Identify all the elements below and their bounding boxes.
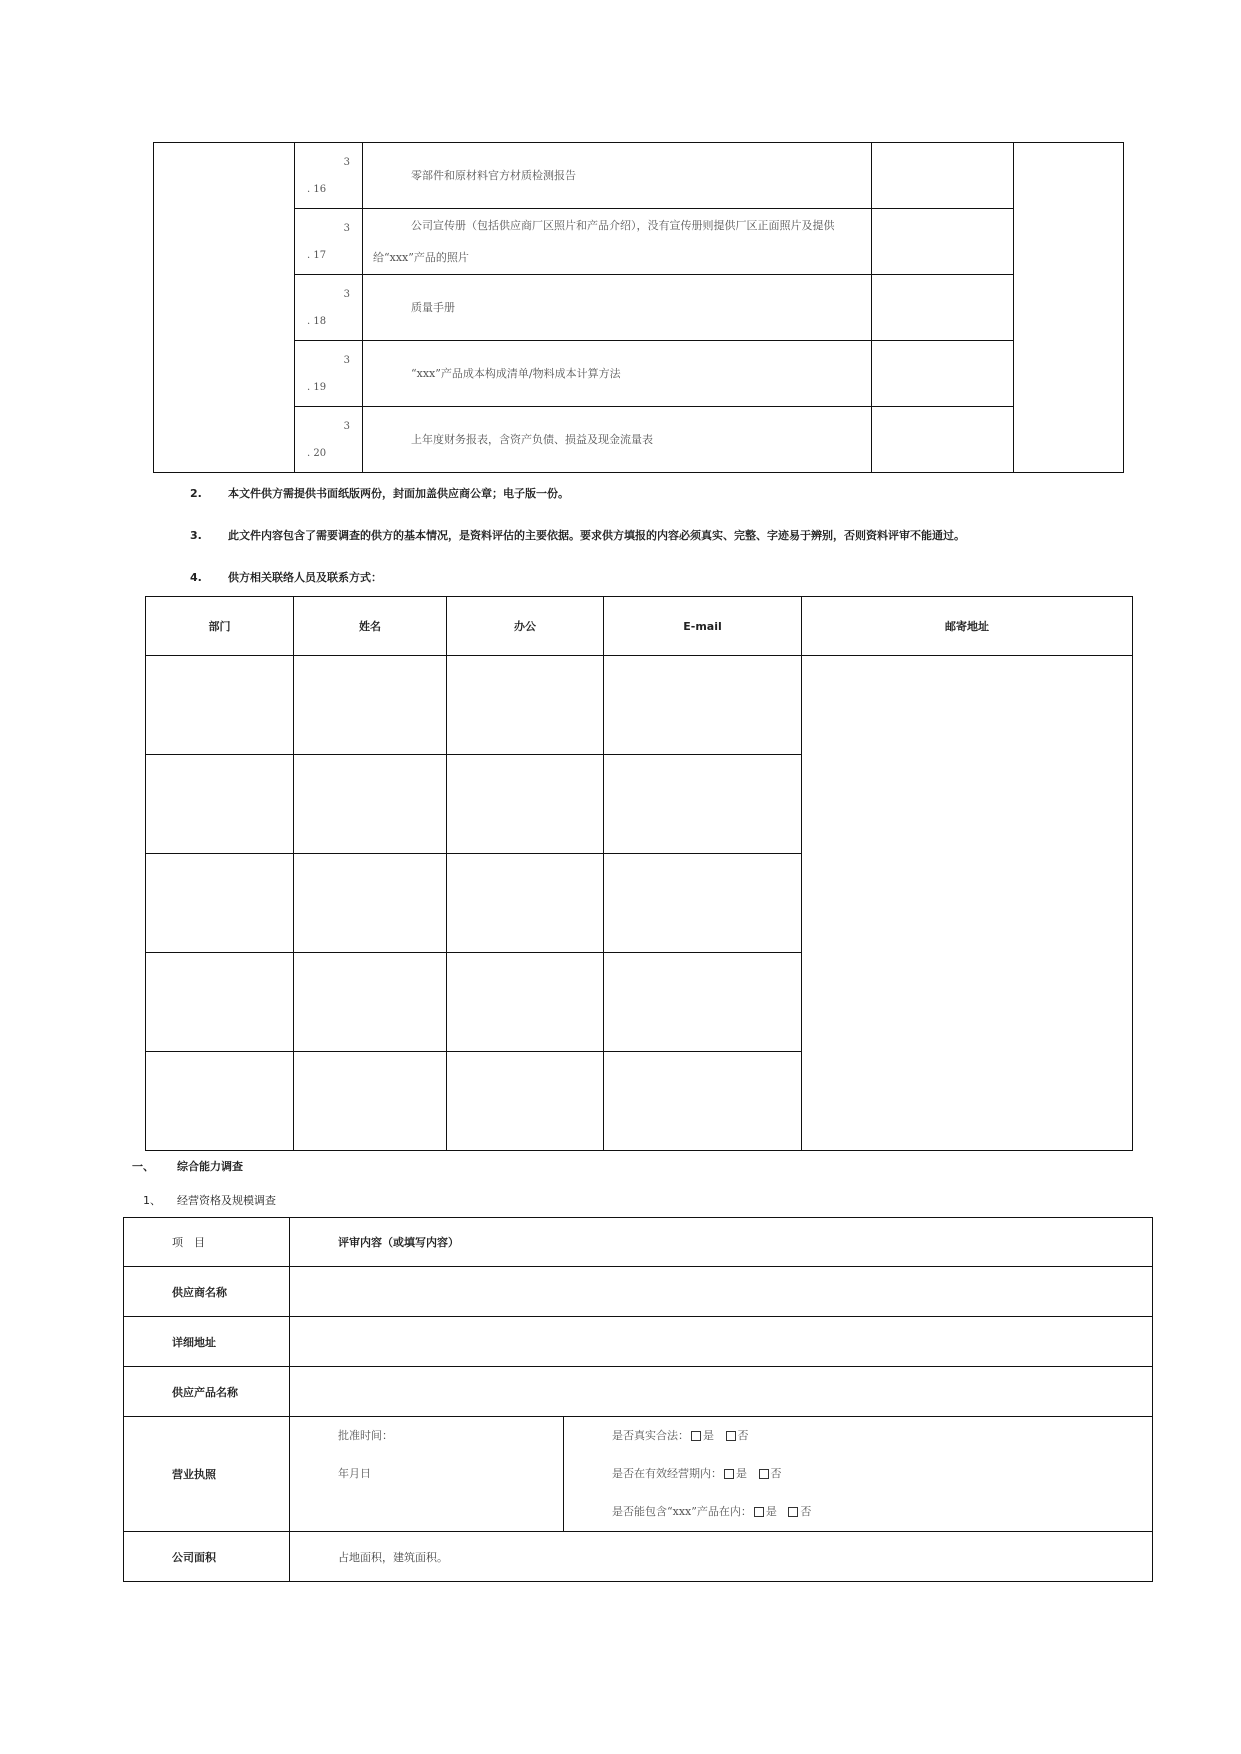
check-cell[interactable]: [872, 407, 1014, 473]
item-number: 3 . 18: [295, 275, 363, 341]
table-row: [154, 209, 1124, 275]
table-row: [154, 407, 1124, 473]
table-row: [146, 656, 1133, 755]
header-mailing-address: 邮寄地址: [802, 597, 1133, 656]
table-row: [154, 143, 1124, 209]
department-cell[interactable]: [146, 656, 294, 755]
section-heading: 一、 综合能力调查: [132, 1160, 243, 1173]
checkbox-legal-yes[interactable]: [691, 1431, 701, 1441]
department-cell[interactable]: [146, 854, 294, 953]
license-checks-cell: [564, 1417, 1153, 1532]
note-4: 4. 供方相关联络人员及联系方式：: [190, 571, 382, 584]
category-cell: [154, 143, 295, 473]
name-cell[interactable]: [294, 755, 447, 854]
table-row: [124, 1417, 1153, 1532]
supplier-name-field[interactable]: [290, 1267, 1153, 1317]
department-cell[interactable]: [146, 953, 294, 1052]
address-field[interactable]: [290, 1317, 1153, 1367]
header-row: [124, 1218, 1153, 1267]
check-cell[interactable]: [872, 209, 1014, 275]
item-description: “xxx”产品成本构成清单/物料成本计算方法: [363, 341, 872, 407]
note-2: 2. 本文件供方需提供书面纸版两份，封面加盖供应商公章；电子版一份。: [190, 487, 569, 500]
date-label: 年月日: [338, 1467, 371, 1480]
subsection-heading: 1、 经营资格及规模调查: [143, 1194, 276, 1207]
office-cell[interactable]: [447, 953, 604, 1052]
email-cell[interactable]: [604, 1052, 802, 1151]
table-row: [124, 1367, 1153, 1417]
email-cell[interactable]: [604, 656, 802, 755]
department-cell[interactable]: [146, 1052, 294, 1151]
check-cell[interactable]: [872, 341, 1014, 407]
business-license-label: 营业执照: [124, 1417, 290, 1532]
item-number: 3 . 19: [295, 341, 363, 407]
header-department: 部门: [146, 597, 294, 656]
name-cell[interactable]: [294, 854, 447, 953]
header-item: 项 目: [124, 1218, 290, 1267]
item-description: 上年度财务报表，含资产负债、损益及现金流量表: [363, 407, 872, 473]
product-name-label: 供应产品名称: [124, 1367, 290, 1417]
name-cell[interactable]: [294, 953, 447, 1052]
header-office: 办公: [447, 597, 604, 656]
department-cell[interactable]: [146, 755, 294, 854]
item-number: 3 . 20: [295, 407, 363, 473]
check-cell[interactable]: [872, 275, 1014, 341]
product-name-field[interactable]: [290, 1367, 1153, 1417]
header-name: 姓名: [294, 597, 447, 656]
supplier-name-label: 供应商名称: [124, 1267, 290, 1317]
header-email: E-mail: [604, 597, 802, 656]
item-description: 零部件和原材料官方材质检测报告: [363, 143, 872, 209]
header-review-content: 评审内容（或填写内容）: [290, 1218, 1153, 1267]
contact-table: [145, 596, 1133, 1151]
email-cell[interactable]: [604, 953, 802, 1052]
address-label: 详细地址: [124, 1317, 290, 1367]
office-cell[interactable]: [447, 854, 604, 953]
company-area-label: 公司面积: [124, 1532, 290, 1582]
item-number: 3 . 16: [295, 143, 363, 209]
email-cell[interactable]: [604, 755, 802, 854]
item-number: 3 . 17: [295, 209, 363, 275]
item-description: 质量手册: [363, 275, 872, 341]
remark-cell[interactable]: [1014, 143, 1124, 473]
check-valid-period: 是否在有效经营期内： 是 否: [612, 1467, 782, 1480]
checkbox-valid-no[interactable]: [759, 1469, 769, 1479]
name-cell[interactable]: [294, 656, 447, 755]
office-cell[interactable]: [447, 1052, 604, 1151]
check-product-scope: 是否能包含“xxx”产品在内： 是 否: [612, 1505, 812, 1518]
mailing-address-cell[interactable]: [802, 656, 1133, 1151]
table-row: [124, 1317, 1153, 1367]
office-cell[interactable]: [447, 755, 604, 854]
table-row: [124, 1267, 1153, 1317]
table-row: [124, 1532, 1153, 1582]
checkbox-scope-no[interactable]: [788, 1507, 798, 1517]
email-cell[interactable]: [604, 854, 802, 953]
table-row: [154, 275, 1124, 341]
check-legal: 是否真实合法： 是 否: [612, 1429, 749, 1442]
table-row: [154, 341, 1124, 407]
check-cell[interactable]: [872, 143, 1014, 209]
approval-time-label: 批准时间：: [338, 1429, 393, 1442]
approval-time-cell[interactable]: [290, 1417, 564, 1532]
note-3: 3. 此文件内容包含了需要调查的供方的基本情况，是资料评估的主要依据。要求供方填报的内容必须真实、完整、字迹易于辨别，否则资料评审不能通过。: [190, 529, 965, 542]
header-row: [146, 597, 1133, 656]
item-description: 公司宣传册（包括供应商厂区照片和产品介绍），没有宣传册则提供厂区正面照片及提供给“xxx”产品的照片: [363, 209, 872, 275]
checkbox-legal-no[interactable]: [726, 1431, 736, 1441]
name-cell[interactable]: [294, 1052, 447, 1151]
business-qualification-table: [123, 1217, 1153, 1582]
company-area-field[interactable]: 占地面积，建筑面积。: [290, 1532, 1153, 1582]
document-list-table: [153, 142, 1124, 473]
checkbox-valid-yes[interactable]: [724, 1469, 734, 1479]
checkbox-scope-yes[interactable]: [754, 1507, 764, 1517]
office-cell[interactable]: [447, 656, 604, 755]
